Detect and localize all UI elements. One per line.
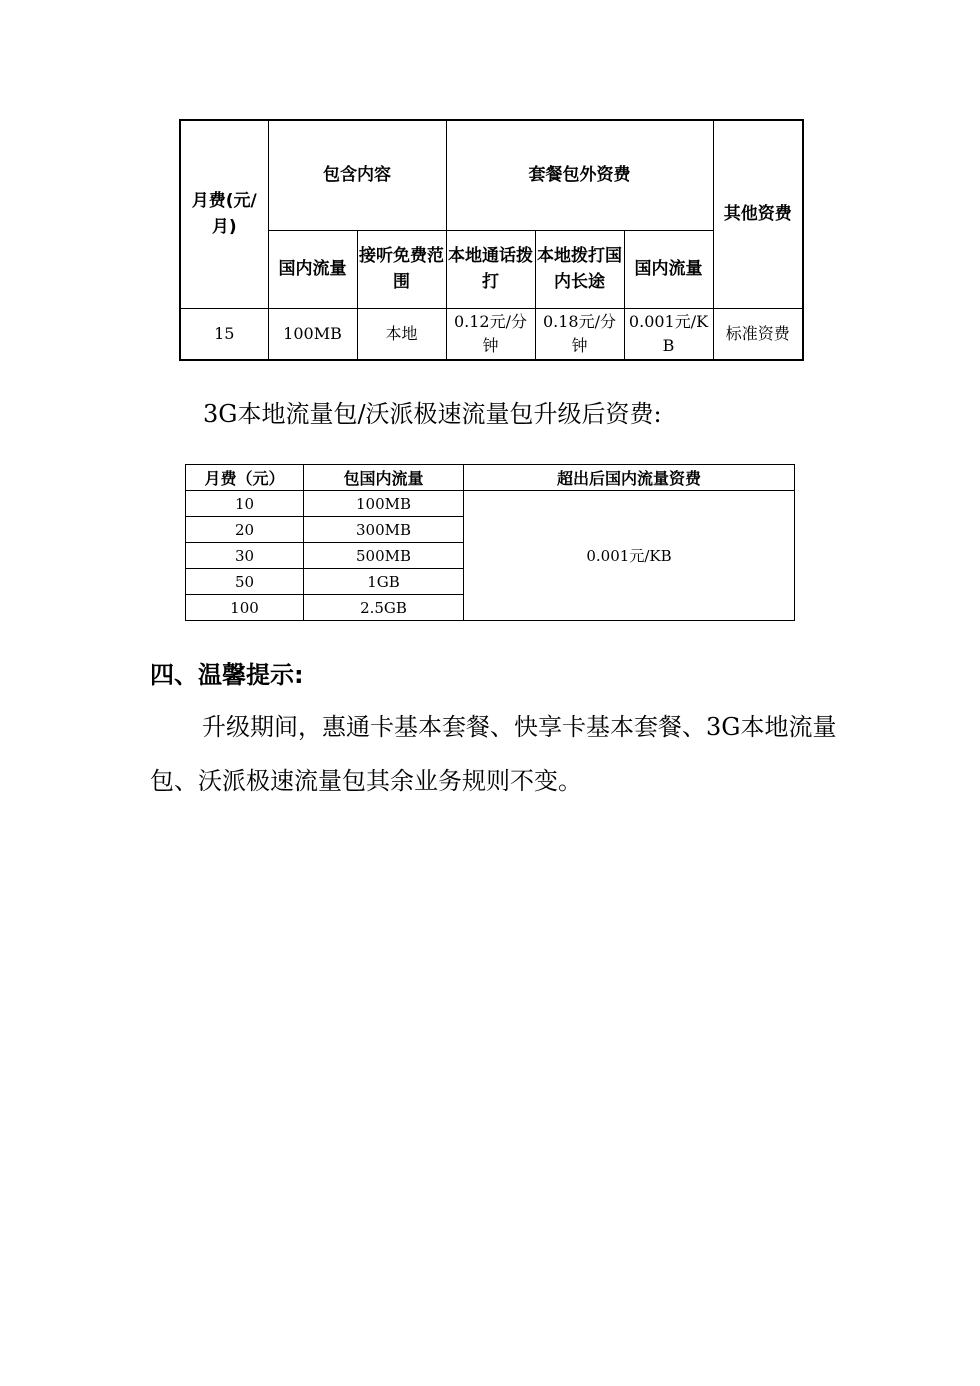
cell-data: 1GB: [304, 569, 464, 595]
cell-domestic-data: 100MB: [268, 308, 357, 360]
cell-fee: 10: [186, 491, 304, 517]
upgrade-paragraph: 3G本地流量包/沃派极速流量包升级后资费:: [203, 400, 662, 428]
cell-fee: 20: [186, 517, 304, 543]
cell-other-charges: 标准资费: [713, 308, 803, 360]
header-monthly-fee: 月费（元）: [186, 465, 304, 491]
header-extra-domestic-data: 国内流量: [624, 230, 713, 308]
cell-local-call: 0.12元/分钟: [446, 308, 535, 360]
header-free-answer-range: 接听免费范围: [357, 230, 446, 308]
cell-data: 2.5GB: [304, 595, 464, 621]
cell-free-answer-range: 本地: [357, 308, 446, 360]
cell-local-to-domestic-ld: 0.18元/分钟: [535, 308, 624, 360]
cell-fee: 30: [186, 543, 304, 569]
header-included: 包含内容: [268, 120, 446, 230]
header-other-charges: 其他资费: [713, 120, 803, 308]
cell-fee: 100: [186, 595, 304, 621]
upgrade-tariff-table: [185, 464, 795, 621]
header-domestic-data: 包国内流量: [304, 465, 464, 491]
cell-data: 500MB: [304, 543, 464, 569]
header-local-to-domestic-ld: 本地拨打国内长途: [535, 230, 624, 308]
cell-overage: 0.001元/KB: [464, 491, 795, 621]
tariff-table: [179, 119, 804, 361]
tips-paragraph: 升级期间，惠通卡基本套餐、快享卡基本套餐、3G本地流量包、沃派极速流量包其余业务规则不变。: [150, 713, 837, 795]
cell-extra-domestic-data: 0.001元/KB: [624, 308, 713, 360]
tips-heading: 四、温馨提示:: [150, 661, 304, 689]
cell-fee: 50: [186, 569, 304, 595]
header-domestic-data: 国内流量: [268, 230, 357, 308]
header-local-call: 本地通话拨打: [446, 230, 535, 308]
header-extra-charges: 套餐包外资费: [446, 120, 713, 230]
cell-data: 300MB: [304, 517, 464, 543]
header-overage: 超出后国内流量资费: [464, 465, 795, 491]
table-row: [186, 491, 795, 517]
header-monthly-fee: 月费(元/月): [180, 120, 268, 308]
table-row: [180, 308, 803, 360]
cell-data: 100MB: [304, 491, 464, 517]
cell-monthly-fee: 15: [180, 308, 268, 360]
